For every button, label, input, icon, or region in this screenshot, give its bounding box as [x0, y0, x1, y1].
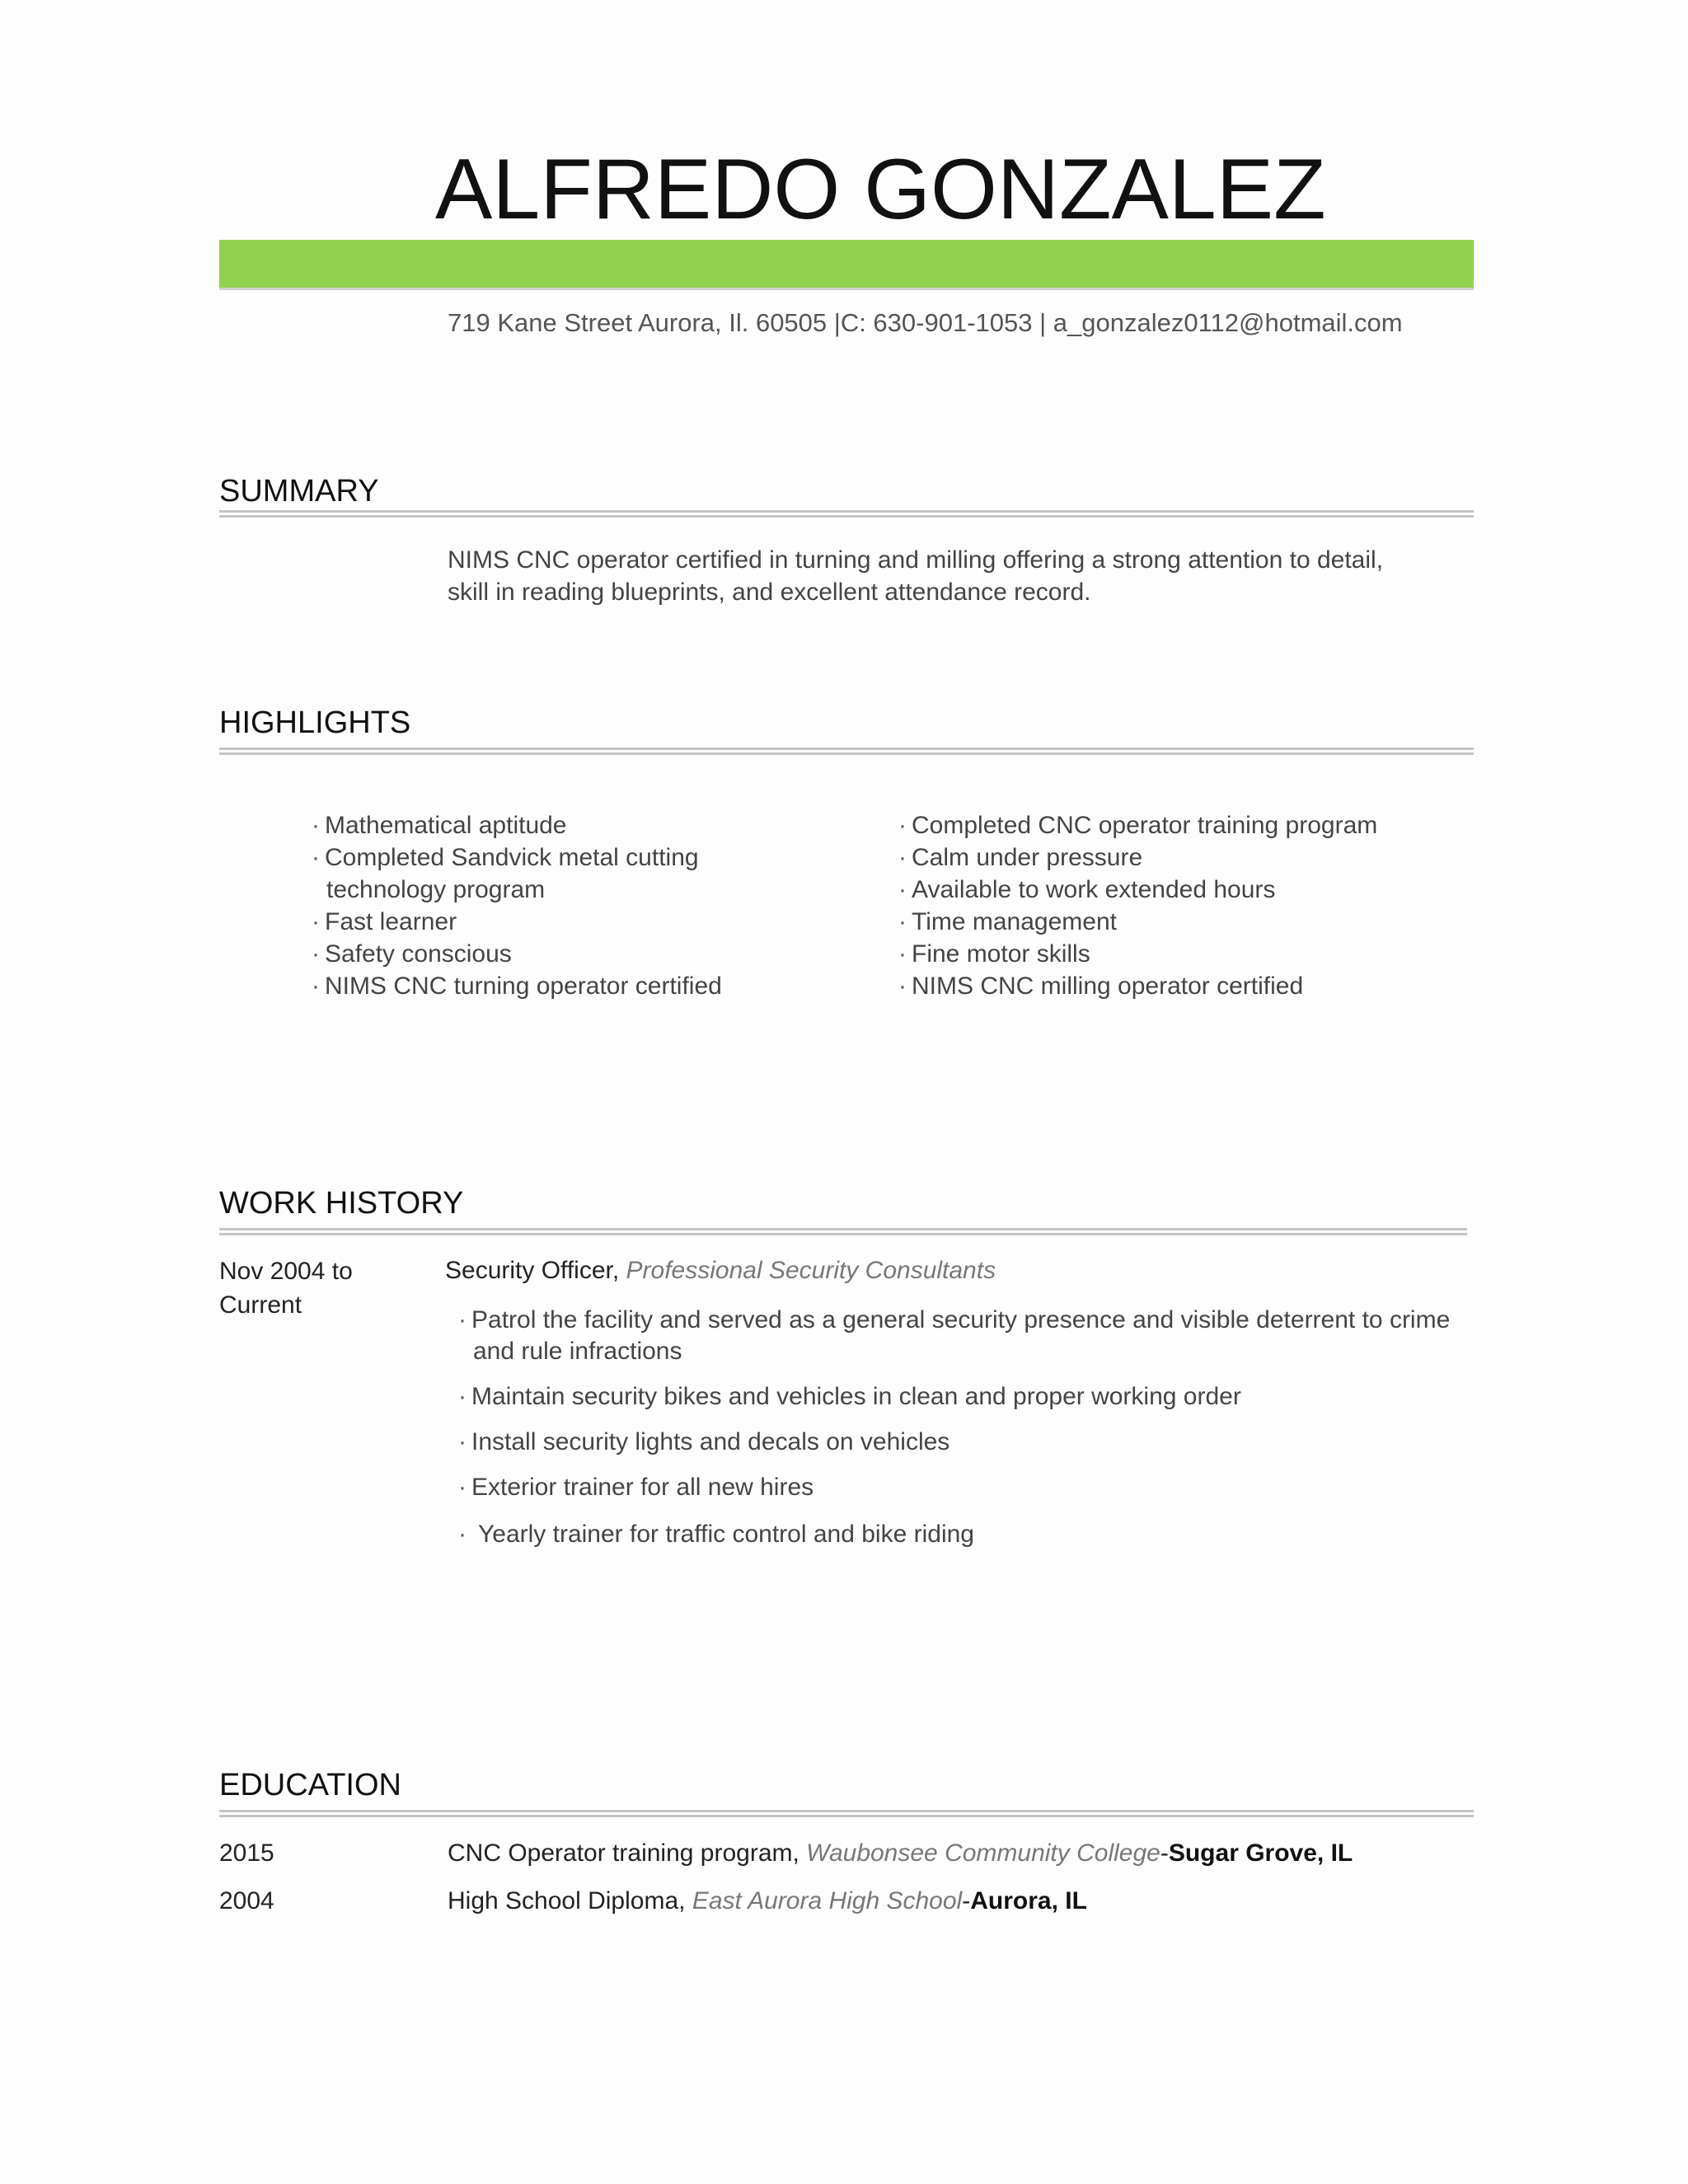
education-heading: EDUCATION [219, 1768, 401, 1802]
list-item: · Fine motor skills [898, 940, 1090, 968]
list-item: · Available to work extended hours [898, 876, 1276, 903]
work-history-heading: WORK HISTORY [219, 1186, 464, 1221]
list-item: · Mathematical aptitude [312, 812, 567, 839]
job-duty: · Maintain security bikes and vehicles in clean and proper working order [458, 1383, 1241, 1410]
education-divider [219, 1810, 1474, 1817]
education-program: CNC Operator training program, [448, 1840, 799, 1867]
list-item: · NIMS CNC milling operator certified [898, 972, 1304, 1000]
education-program: High School Diploma, [448, 1887, 686, 1915]
contact-line: 719 Kane Street Aurora, Il. 60505 |C: 630-901-1053 | a_gonzalez0112@hotmail.com [448, 308, 1403, 337]
education-separator: - [962, 1887, 971, 1915]
summary-divider [219, 510, 1474, 518]
header-accent-bar [219, 240, 1474, 290]
education-separator: - [1160, 1840, 1169, 1867]
summary-heading: SUMMARY [219, 474, 379, 509]
work-history-divider [219, 1228, 1467, 1235]
list-item: · NIMS CNC turning operator certified [312, 972, 722, 1000]
list-item: · Calm under pressure [898, 844, 1143, 871]
highlights-heading: HIGHLIGHTS [219, 705, 411, 740]
highlights-left-list [312, 809, 757, 1002]
highlights-right-list [898, 809, 1442, 1002]
education-year: 2004 [219, 1887, 274, 1915]
summary-line-1: NIMS CNC operator certified in turning and milling offering a strong attention to detail, [448, 546, 1384, 574]
job-duty: · Exterior trainer for all new hires [458, 1474, 814, 1501]
highlights-divider [219, 748, 1474, 755]
list-item: · Safety conscious [312, 940, 512, 968]
education-school: Waubonsee Community College [806, 1840, 1160, 1867]
job-duty: · Yearly trainer for traffic control and bike riding [458, 1521, 974, 1548]
list-item: · Time management [898, 908, 1117, 935]
resume-name: ALFREDO GONZALEZ [435, 142, 1326, 237]
job-heading [445, 1254, 996, 1287]
education-year: 2015 [219, 1840, 274, 1867]
list-item: · Fast learner [312, 908, 457, 935]
education-entry [448, 1885, 1087, 1918]
education-school: East Aurora High School [692, 1887, 963, 1915]
job-company: Professional Security Consultants [626, 1257, 996, 1284]
list-item: · Completed Sandvick metal cutting technology program [312, 844, 699, 903]
job-duty: · Install security lights and decals on vehicles [458, 1428, 950, 1455]
education-location: Aurora, IL [970, 1887, 1087, 1915]
job-position: Security Officer, [445, 1257, 620, 1284]
job-dates: Nov 2004 to Current [219, 1258, 353, 1319]
job-duty: · Patrol the facility and served as a general security presence and visible deterrent to crime and rule infractions [458, 1306, 1451, 1365]
education-location: Sugar Grove, IL [1168, 1840, 1353, 1867]
education-entry [448, 1837, 1353, 1870]
summary-line-2: skill in reading blueprints, and excellent attendance record. [448, 579, 1091, 606]
summary-text [448, 544, 1437, 608]
list-item: · Completed CNC operator training program [898, 812, 1378, 839]
